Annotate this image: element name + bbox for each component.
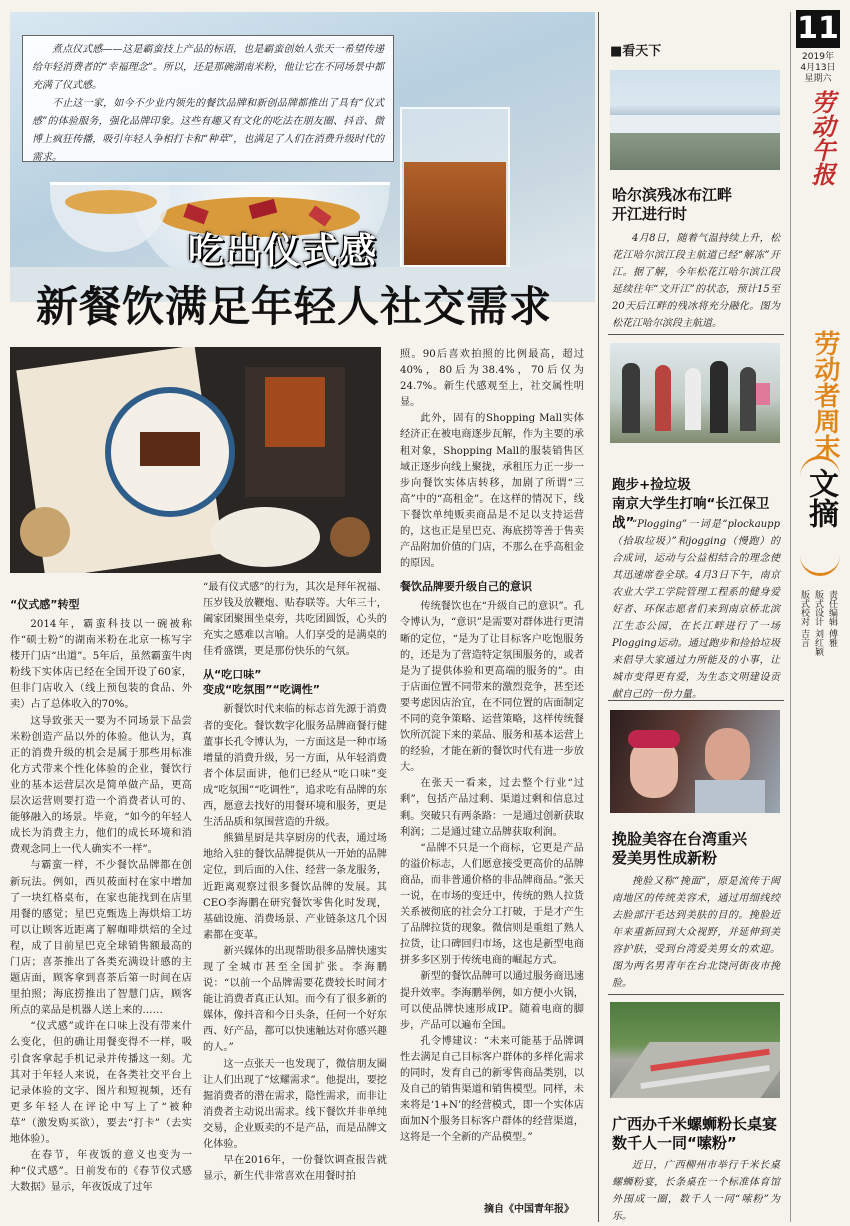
cake-photo: [10, 347, 381, 573]
article-column-1: [10, 590, 192, 1220]
sidebar-title-4: 广西办千米螺蛳粉长桌宴 数千人一同“嗦粉”: [612, 1115, 778, 1152]
article-paragraph: 此外，固有的Shopping Mall实体经济正在被电商逐步瓦解，作为主要的承租对象，Shopping Mall的服装销售区域正逐步向线上聚拢，承租压力正一步一步向餐饮实体店转移，加剧了所谓“三高”中的“高租金”。在这样的情况下，线下餐饮单纯贩卖商品是不足以支持运营的，这也正是星巴克、海底捞等善于售卖产品附加价值的门店，不那么在乎高租金的原因。: [400, 413, 584, 570]
article-paragraph: 在张天一看来，过去整个行业“过剩”，包括产品过剩、渠道过剩和信息过剩。突破只有两条路：一是通过创新获取利润；二是通过建立品牌获取利润。: [400, 778, 584, 838]
sidebar-title-1: 哈尔滨残冰布江畔 开江进行时: [612, 186, 733, 223]
article-paragraph: 与霸蛮一样，不少餐饮品牌都在创新玩法。例如，西贝莜面村在家中增加了一块红格桌布，在家也能找到在店里用餐的感觉；星巴克甄选上海烘焙工坊可以让顾客近距离了解咖啡烘焙的全过程，成了目前星巴克全球销售额最高的门店；喜茶推出了各类充满设计感的主题店面，顾客拿到喜茶后第一时间在店里拍照；海底捞推出了智慧门店，顾客所点的菜品是机器人送上来的……: [10, 860, 192, 1017]
article-paragraph: 新型的餐饮品牌可以通过服务商迅速提升效率。李海鹏举例，如方便小火锅，可以使品牌快速形成IP。随着电商的脚步，产品可以遍布全国。: [400, 971, 584, 1031]
column-divider: [598, 12, 599, 1222]
lead-paragraph-1: 煮点仪式感——这是霸蛮技上产品的标语，也是霸蛮创始人张天一希望传递给年轻消费者的“幸福理念”。所以，还是那碗湖南米粉，他让它在不同场景中都充满了仪式感。: [32, 44, 384, 91]
article-paragraph: “最有仪式感”的行为，其次是拜年祝福、压岁钱及放鞭炮、贴春联等。大年三十，阖家团聚围坐桌旁，共吃团圆饭，心头的充实之感难以言喻。人们享受的是满桌的佳肴盛馔，更是那份快乐的气氛。: [203, 582, 387, 658]
article-paragraph: 这一点张天一也发现了，微信朋友圈让人们出现了“炫耀需求”。他提出，要挖掘消费者的潜在需求，隐性需求，而非让消费者主动说出需求。线下餐饮并非单纯交易，企业贩卖的不是产品，而是品牌文化体验。: [203, 1058, 387, 1150]
plogging-photo: [610, 343, 780, 443]
editor-credit: 责任编辑 傅雅: [827, 590, 837, 647]
article-column-3: [400, 347, 584, 1199]
article-column-2: [203, 580, 387, 1220]
date-year: 2019年: [802, 52, 834, 62]
headline-line1: 吃出仪式感: [188, 231, 379, 272]
paper-logo: 劳动午报: [807, 90, 836, 186]
article-paragraph: “品牌不只是一个商标，它更是产品的溢价标志，人们愿意接受更高价的品牌商品，而非普通价格的非品牌商品。”张天一说，在市场的变迁中，传统的熟人拉货关系被彻底的社会分工打破，于是才产生了品牌拉货的现象。微信则是重组了熟人拉货，让口碑回归市场，这也是新型电商拼多多区别于传统电商的崛起方式。: [400, 842, 584, 967]
article-paragraph: 在春节，年夜饭的意义也变为一种“仪式感”。日前发布的《春节仪式感大数据》显示，年夜饭成了过年: [10, 1150, 192, 1194]
masthead-divider: [790, 12, 791, 1222]
article-paragraph: 早在2016年，一份餐饮调查报告就显示，新生代非常喜欢在用餐时拍: [203, 1155, 387, 1183]
weekday: 星期六: [804, 74, 832, 84]
article-paragraph: 孔令博建议：“未来可能基于品牌调性去满足自己目标客户群体的多样化需求的同时，发育自己的新零售商品类别，以及自己的销售渠道和销售模型。同样，未来将是‘1+N’的经营模式，即一个实体店面加N个服务目标客户群体的经营渠道，这将是一个全新的产品模型。”: [400, 1035, 584, 1144]
lead-paragraph-2: 不止这一家，如今不少业内领先的餐饮品牌和新创品牌都推出了具有“仪式感”的体验服务，强化品牌印象。这些有趣又有文化的吃法在朋友圈、抖音、微博上疯狂传播，吸引年轻人争相打卡和“种草”，也满足了人们在消费升级时代的需求。: [32, 98, 384, 163]
lead-box: [22, 35, 394, 162]
article-paragraph: “仪式感”或许在口味上没有带来什么变化，但的确让用餐变得不一样，吸引食客拿起手机记录并传播这一刻。尤其对于年轻人来说，在各类社交平台上记录体验的文字、图片和短视频，还有更多年轻人在评论中写上了“被种草”（激发购买欲），要去“打卡”（去实地体验）。: [10, 1021, 192, 1145]
article-paragraph: 2014年，霸蛮科技以一碗被称作“硕士粉”的湖南米粉在北京一栋写字楼开门店“出道”。5年后，虽然霸蛮牛肉粉线下实体店已经在全国开设了60家，但非门店收入（线上预包装的食品、外卖）占了总体收入的70%。: [10, 619, 192, 711]
headline-line2: 新餐饮满足年轻人社交需求: [36, 282, 553, 331]
proof-credit: 版式校对 吉言: [799, 590, 809, 647]
subhead-ritual-transform: “仪式感”转型: [10, 598, 80, 611]
sidebar-divider: [608, 700, 784, 701]
harbin-river-photo: [610, 70, 780, 170]
sidebar-header: ■看天下: [610, 44, 662, 59]
sidebar-body-1: 4月8日，随着气温持续上升，松花江哈尔滨江段主航道已经“解冻”开江。据了解，今年松花江哈尔滨江段延续往年“文开江”的状态，预计15至20天后江畔的残冰将充分融化。图为松花江哈尔滨段主航道。: [612, 233, 780, 329]
subhead-upgrade-awareness: 餐饮品牌要升级自己的意识: [400, 580, 532, 594]
article-paragraph: 新兴媒体的出现帮助很多品牌快速实现了全城市甚至全国扩张。李海鹏说：“以前一个品牌需要花费较长时间才能让消费者真正认知。而今有了很多新的媒体，像抖音和今日头条，任何一个好东西、好产品，都可以快速触达对你感兴趣的人。”: [203, 945, 387, 1054]
page-number: 11: [797, 11, 839, 46]
article-paragraph: 照。90后喜欢拍照的比例最高，超过40%，80后为38.4%，70后仅为24.7%。新生代感观至上，社交属性明显。: [400, 349, 584, 409]
section-sub: 文摘: [803, 468, 838, 528]
date-day: 4月13日: [800, 63, 836, 73]
face-threading-photo: [610, 710, 780, 813]
sidebar-body-4: 近日，广西柳州市举行千米长桌螺蛳粉宴，长条桌在一个标准体育馆外围成一圈，数千人一同“嗦粉”为乐。: [612, 1160, 780, 1222]
subhead-from-taste-to-atmosphere: 从“吃口味” 变成“吃氛围”“吃调性”: [203, 668, 320, 697]
article-paragraph: 熊猫星厨是共享厨房的代表，通过场地给入驻的餐饮品牌提供从一开始的品牌定位，到后面的入住、经营一条龙服务，近距离观察过很多餐饮品牌的发展。其CEO李海鹏在研究餐饮零售化时发现，基础设施、消费场景、产业链条这几个因素都在变革。: [203, 833, 387, 941]
sidebar-body-3: 挽脸又称“挽面”，原是流传于闽南地区的传统美容术，通过用细线绞去脸部汗毛达到美肤的目的。挽脸近年来重新回到大众视野，并延伸到美容护肤，受到台湾爱美男女的欢迎。图为两名男青年在台北饶河街夜市挽脸。: [612, 876, 780, 989]
sidebar-title-3: 挽脸美容在台湾重兴 爱美男性成新粉: [612, 830, 748, 867]
article-paragraph: 新餐饮时代来临的标志首先源于消费者的变化。餐饮数字化服务品牌商餐行健董事长孔令博认为，一方面这是一种市场增量的消费升级，另一方面，从年轻消费者个体层面讲，他们已经从“吃口味”变成“吃氛围”“吃调性”，追求吃有品牌的东西，愿意去找好的用餐环境和服务，更是生活品质和氛围营造的升级。: [203, 704, 387, 829]
designer-credit: 版式设计 刘红颖: [813, 590, 823, 656]
snail-noodle-banquet-photo: [610, 1002, 780, 1098]
sidebar-body-2: “Plogging”一词是“plockaupp（拾取垃圾）”和jogging（慢跑）的合成词，运动与公益相结合的理念使其迅速席卷全球。4月3日下午，南京农业大学工学院管理工程系的健身爱好者、环保志愿者们来到南京桥北滨江生态公园，在长江畔进行了一场Plogging运动。通过跑步和捡拾垃圾来倡导大家通过力所能及的小事，让城市变得更有爱，为生态文明建设贡献自己的一份力量。: [612, 519, 780, 700]
sidebar-title-2: 跑步+捡垃圾 南京大学生打响“长江保卫战”: [612, 477, 770, 531]
article-paragraph: 传统餐饮也在“升级自己的意识”。孔令博认为，“意识”是需要对群体进行更清晰的定位，“是为了让目标客户吃饱服务的，还是为了营造特定氛围服务的，或者是为了提供体验和更高端的服务的”。由于店面位置不同带来的激烈竞争，甚至还要考虑因店治宜，在不同位置的店面制定不同的竞争策略、运营策略，这样传统餐饮所沉淀下来的菜品、服务和基本运营上的经验，才能在新的餐饮时代有进一步放大。: [400, 601, 584, 774]
article-paragraph: 这导致张天一要为不同场景下品尝米粉创造产品以外的体验。他认为，真正的消费升级的机会是属于那些用标准化方式带来个性化体验的企业，餐饮行业的基本运营层次是简单做产品，更高层次运营则要打造一个消费者认可的、能够融入的场景。毕竟，“如今的年轻人成长为消费主力，他们的成长环境和消费观念同上一代人确实不一样”。: [10, 715, 192, 856]
sidebar-divider: [608, 334, 784, 335]
sidebar-divider: [608, 994, 784, 995]
article-source: 摘自《中国青年报》: [484, 1204, 574, 1215]
section-name: 劳动者周末: [810, 330, 840, 460]
